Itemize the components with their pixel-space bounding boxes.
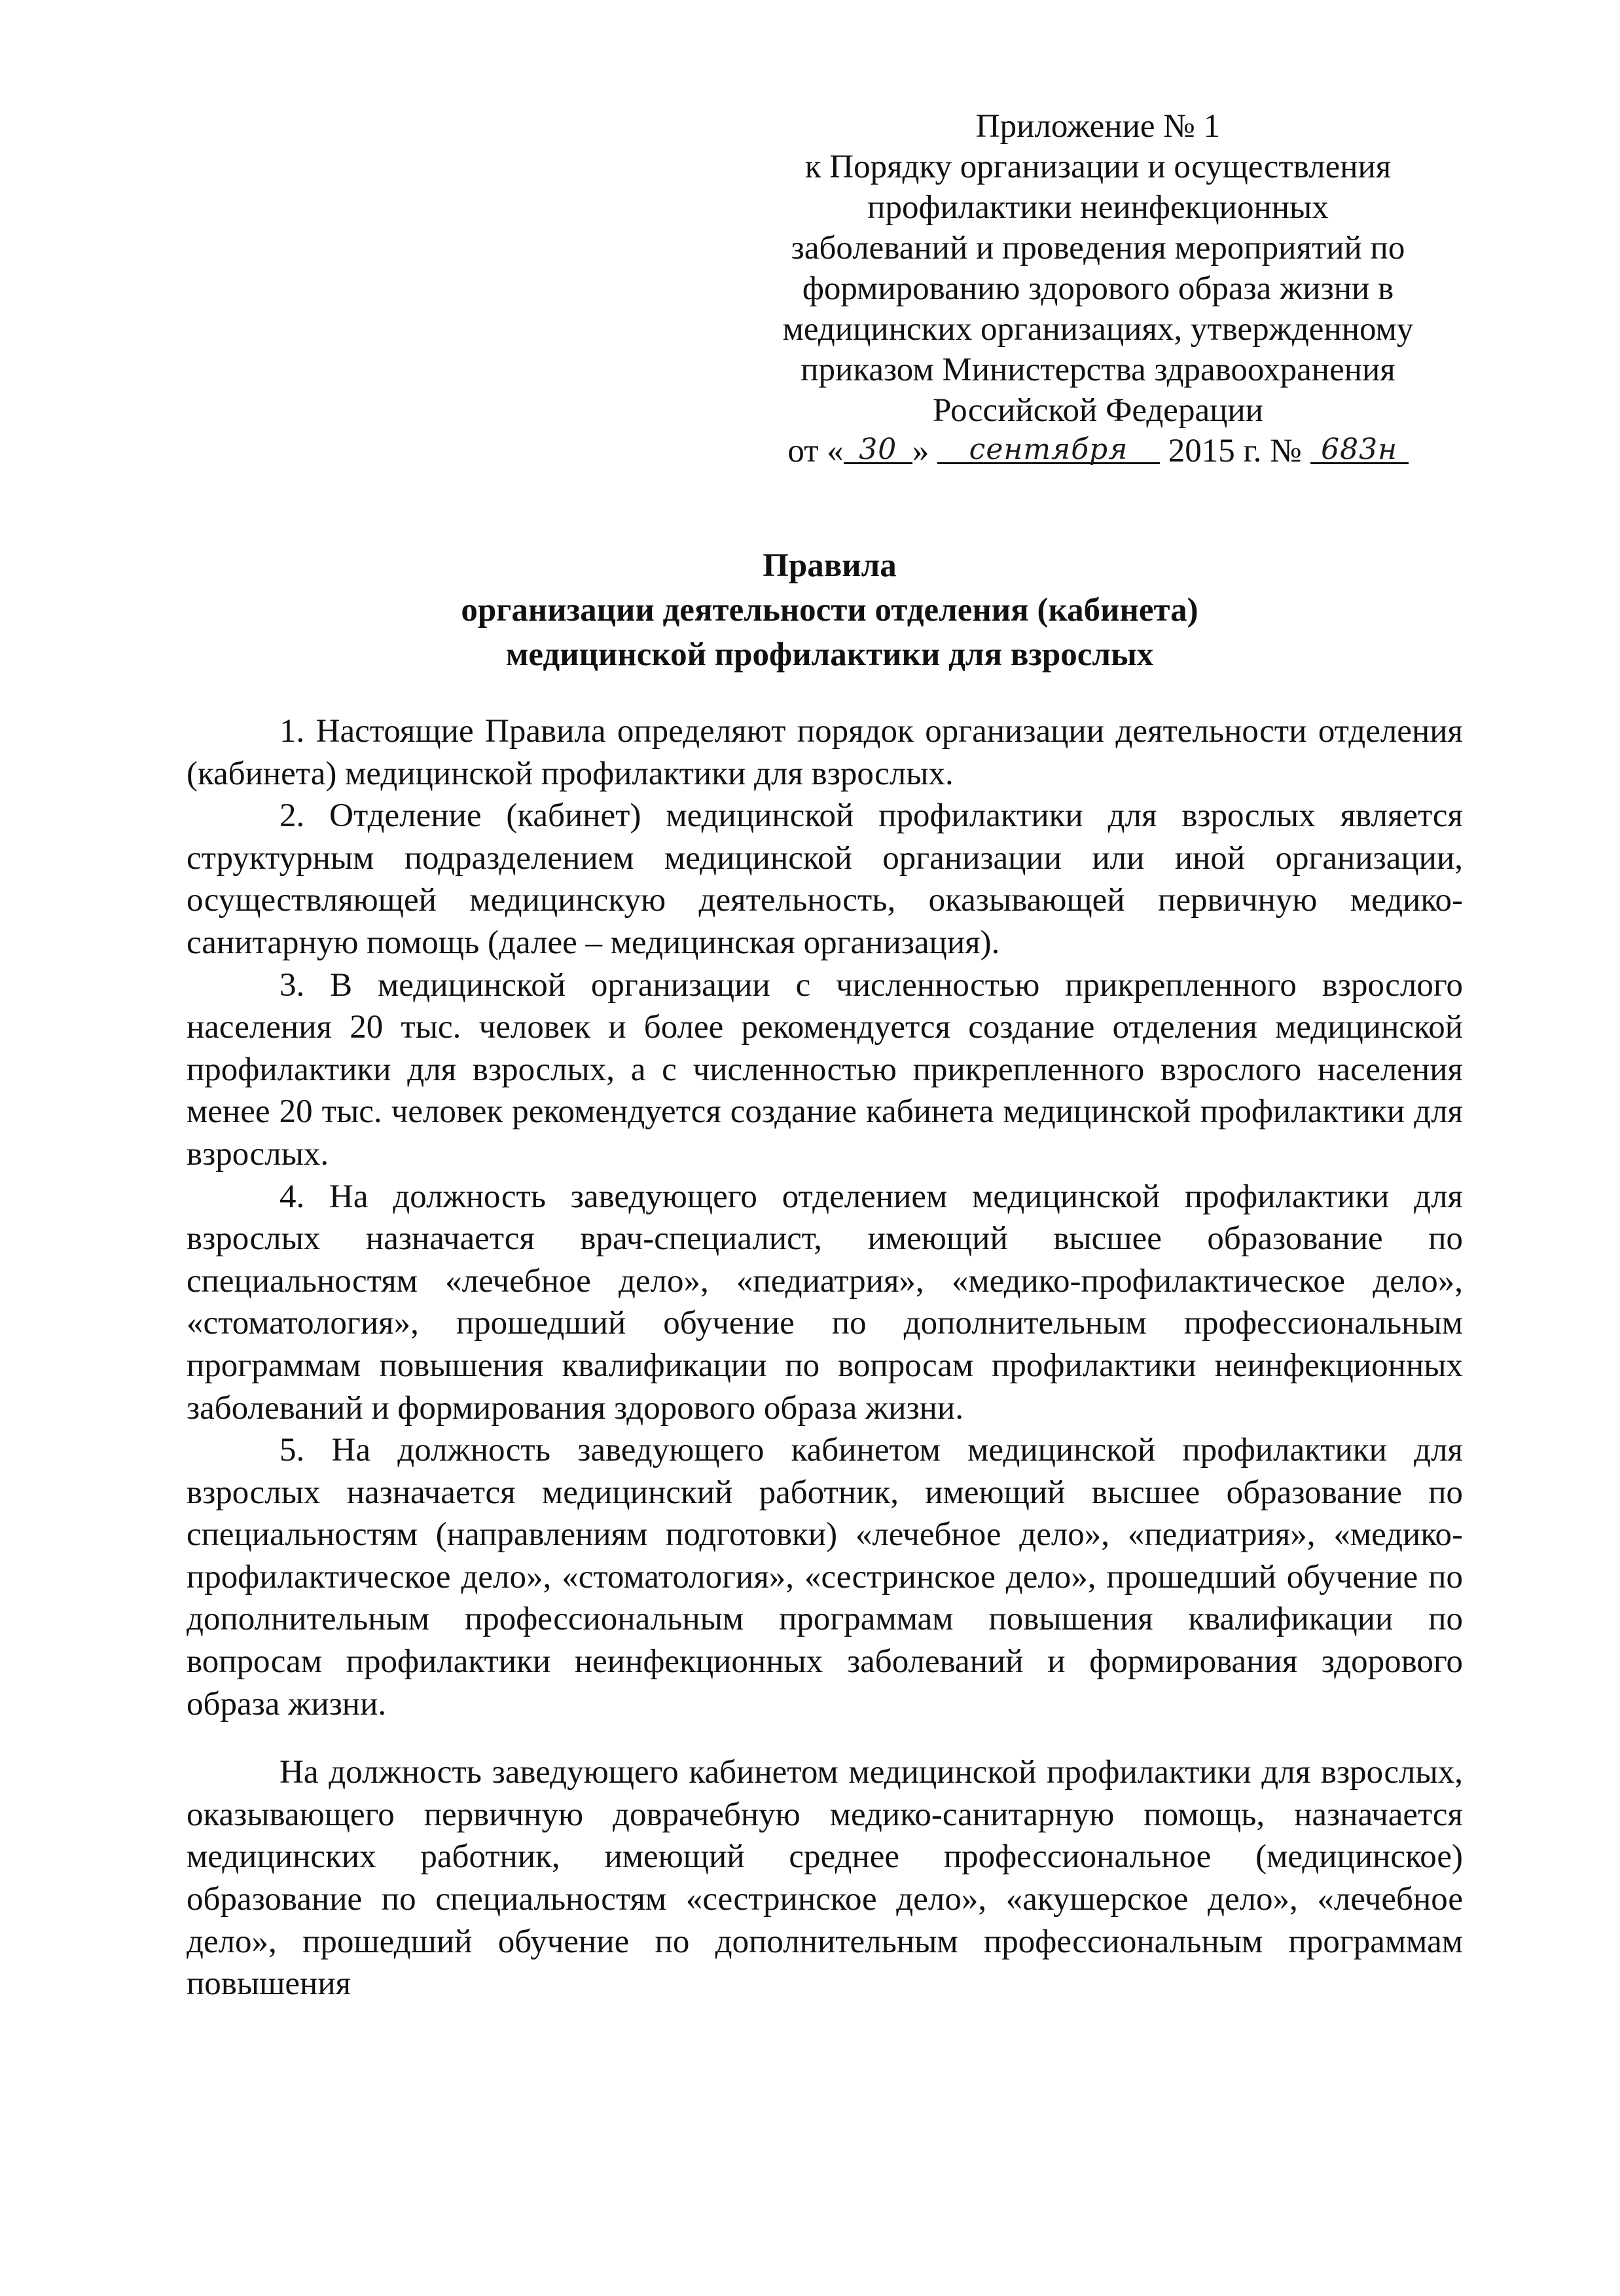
paragraph-1: 1. Настоящие Правила определяют порядок организации деятельности отделения (кабинета) медицинской профилактики для взрослых. xyxy=(187,713,1463,792)
title-line: Правила xyxy=(763,547,897,584)
paragraph-6: На должность заведующего кабинетом медицинской профилактики для взрослых, оказывающего первичную доврачебную медико-санитарную помощь, назначается медицинских работник, имеющий среднее профессиональное (медицинское) образование по специальностям «сестринское дело», «акушерское дело», «лечебное дело», прошедший обучение по дополнительным профессиональным программам повышения xyxy=(187,1754,1463,2003)
year-and-number-label: 2015 г. № xyxy=(1168,433,1302,469)
handwritten-month: сентября xyxy=(969,433,1128,466)
date-prefix: от « xyxy=(787,433,844,469)
order-number-field xyxy=(1310,431,1409,464)
title-line: организации деятельности отделения (кабинета) xyxy=(461,592,1198,629)
paragraph-4: 4. На должность заведующего отделением медицинской профилактики для взрослых назначается врач-специалист, имеющий высшее образование по специальностям «лечебное дело», «педиатрия», «медико-профилактическое дело», «стоматология», прошедший обучение по дополнительным профессиональным программам повышения квалификации по вопросам профилактики неинфекционных заболеваний и формирования здорового образа жизни. xyxy=(187,1178,1463,1427)
appendix-line: медицинских организациях, утвержденному xyxy=(782,311,1414,348)
handwritten-day: 30 xyxy=(859,433,897,466)
appendix-line: приказом Министерства здравоохранения xyxy=(801,352,1395,388)
appendix-line: к Порядку организации и осуществления xyxy=(804,149,1392,185)
paragraph-3: 3. В медицинской организации с численностью прикрепленного взрослого населения 20 тыс. человек и более рекомендуется создание отделения медицинской профилактики для взрослых, а с численностью прикрепленного взрослого населения менее 20 тыс. человек рекомендуется создание кабинета медицинской профилактики для взрослых. xyxy=(187,966,1463,1173)
appendix-line: профилактики неинфекционных xyxy=(867,189,1329,226)
appendix-line: Российской Федерации xyxy=(933,392,1263,429)
appendix-line: Приложение № 1 xyxy=(975,108,1221,145)
paragraph-5: 5. На должность заведующего кабинетом медицинской профилактики для взрослых назначается медицинский работник, имеющий высшее образование по специальностям (направлениям подготовки) «лечебное дело», «педиатрия», «медико-профилактическое дело», «стоматология», «сестринское дело», прошедший обучение по дополнительным профессиональным программам повышения квалификации по вопросам профилактики неинфекционных заболеваний и формирования здорового образа жизни. xyxy=(187,1432,1463,1722)
date-after-day: » xyxy=(912,433,929,469)
day-field xyxy=(844,431,912,464)
appendix-header xyxy=(704,106,1492,471)
document-title xyxy=(196,543,1463,677)
title-line: медицинской профилактики для взрослых xyxy=(505,636,1154,673)
order-date-line xyxy=(704,431,1492,471)
month-field xyxy=(937,431,1160,464)
document-body xyxy=(187,710,1463,2005)
handwritten-order-number: 683н xyxy=(1321,433,1398,466)
appendix-line: заболеваний и проведения мероприятий по xyxy=(791,230,1405,266)
paragraph-2: 2. Отделение (кабинет) медицинской профилактики для взрослых является структурным подразделением медицинской организации или иной организации, осуществляющей медицинскую деятельность, оказывающей первичную медико-санитарную помощь (далее – медицинская организация). xyxy=(187,797,1463,961)
appendix-line: формированию здорового образа жизни в xyxy=(802,270,1394,307)
